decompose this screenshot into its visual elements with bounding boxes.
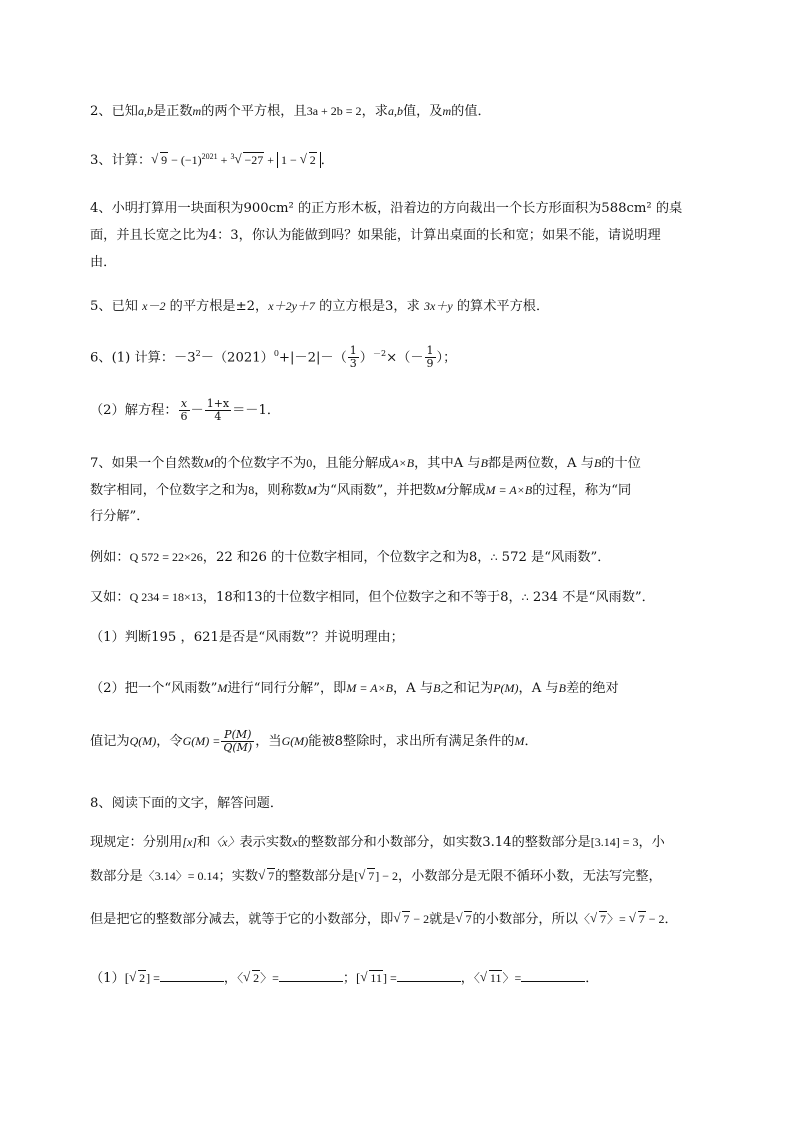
q8-text: ，小 (638, 835, 665, 850)
q8-expr: − 2 (645, 912, 665, 926)
fraction-one-third (348, 345, 359, 370)
exponent: 2021 (201, 152, 218, 161)
radicand: 7 (599, 912, 606, 926)
q5-expr: 3x＋y (424, 299, 453, 313)
q7-text: 数字相同，个位数字之和为 (90, 483, 249, 498)
q8-text: ， (460, 971, 474, 986)
question-5 (90, 296, 734, 317)
radicand: 7 (268, 869, 275, 883)
bracket: 〉= (606, 912, 629, 926)
q3-term: − (−1) (168, 153, 202, 167)
q7-text: 为“风雨数”，并把数 (317, 483, 436, 498)
q7-text: 的过程，称为“同 (532, 483, 632, 498)
numerator: x (179, 398, 190, 411)
q7-text: 值记为 (90, 734, 130, 749)
bracket: 〈 (577, 912, 590, 926)
q7-text: 234 不是“风雨数”． (528, 590, 655, 605)
question-8-sub-1 (90, 968, 734, 989)
q2-m: m (192, 104, 202, 118)
question-6-part-2 (90, 397, 734, 425)
sqrt-7 (455, 909, 472, 929)
therefore-symbol: ∴ (521, 591, 529, 604)
q8-text: 就是 (429, 912, 456, 927)
bracket: [ (356, 970, 361, 985)
q8-text: 的整数部分和小数部分，如实数3.14的整数部分是 (297, 835, 591, 850)
q7-text: 例如： (90, 550, 130, 565)
abs-term: 1 − (281, 153, 300, 167)
q2-text: 值，及 (402, 104, 443, 119)
bracket: [ (124, 970, 130, 985)
question-7-example-1 (90, 547, 734, 568)
q2-text: ，求 (361, 104, 388, 119)
q3-expression (151, 153, 321, 167)
q8-var: x (292, 835, 298, 849)
q7-var: M (217, 681, 228, 695)
q2-ab: a,b (137, 104, 153, 118)
answer-blank[interactable] (397, 968, 461, 982)
q6-text: ）； (436, 350, 457, 366)
radicand: 2 (139, 971, 146, 985)
q7-var: B (433, 681, 441, 695)
denominator: 4 (214, 410, 222, 423)
q7-expr: Q 234 = 18×13 (129, 590, 203, 604)
denominator: 3 (349, 357, 357, 371)
q7-text: 进行“同行分解”，即 (227, 681, 347, 696)
q5-text: 的算术平方根． (452, 299, 550, 314)
question-2 (90, 101, 734, 122)
q7-text: ． (524, 734, 538, 749)
q8-expr: [x] (182, 835, 197, 849)
q8-text: 数部分是 (90, 869, 143, 884)
question-7-sub-2-cont (90, 726, 734, 757)
q7-var: G(M) = (182, 734, 221, 748)
exponent: 0 (273, 349, 279, 358)
radicand: 2 (309, 153, 316, 167)
q6-text: －（2021） (200, 350, 274, 366)
question-6-part-1 (90, 340, 734, 372)
numerator: 1+x (206, 397, 230, 410)
q8-text: 和 (196, 835, 211, 850)
question-7-sub-1: （1）判断195 ，621是否是“风雨数”？并说明理由； (90, 630, 404, 645)
q3-term: + (217, 153, 231, 167)
q3-end: ． (320, 153, 334, 168)
sqrt-7 (393, 909, 410, 929)
fraction-one-ninth (425, 345, 436, 370)
q7-var: B (558, 681, 566, 695)
answer-blank[interactable] (521, 968, 585, 982)
q7-text: 之和记为 (440, 681, 494, 696)
bracket: [ (354, 869, 359, 883)
q7-num: 8 (248, 483, 255, 497)
q6-text: ×（－ (386, 350, 424, 366)
fraction-1plusx-over-4 (205, 398, 231, 423)
q7-var: A×B (391, 456, 415, 470)
q6-text: ） (359, 350, 373, 366)
sqrt-9 (151, 150, 168, 170)
question-7-line-3: 行分解”． (90, 509, 150, 524)
cube-root (234, 150, 264, 170)
q5-text: 的立方根是3，求 (314, 299, 424, 314)
q5-expr: x＋2y＋7 (268, 299, 315, 313)
q8-text: ； (342, 971, 357, 986)
question-3 (90, 147, 734, 171)
q7-text: ，22 和26 的十位数字相同，个位数字之和为8， (202, 550, 491, 565)
q8-text: ． (585, 971, 599, 986)
q8-text: ． (664, 912, 678, 927)
radicand: 11 (370, 971, 382, 985)
q8-text: ；实数 (218, 869, 259, 884)
sqrt-7 (258, 866, 275, 886)
q7-var: P(M) (493, 681, 519, 695)
q7-text: 能被8整除时，求出所有满足条件的 (308, 734, 515, 749)
root-index: 3 (230, 152, 235, 161)
therefore-symbol: ∴ (490, 551, 498, 564)
q7-text: 都是两位数，A 与 (487, 456, 594, 471)
q7-var: M (307, 483, 317, 497)
q7-var: M (203, 456, 214, 470)
q7-var: B (480, 456, 488, 470)
radicand: −27 (244, 153, 264, 167)
q8-text: 表示实数 (239, 835, 293, 850)
q2-text: 2、已知 (90, 104, 138, 119)
bracket: ] = (146, 971, 160, 985)
bracket: 〈 (473, 971, 480, 985)
exponent: 2 (195, 349, 201, 358)
q7-text: ，令 (156, 734, 183, 749)
sqrt-2 (129, 968, 146, 988)
fraction-x-over-6 (179, 398, 190, 423)
q7-text: ，且能分解成 (312, 456, 392, 471)
question-4-line-2: 面，并且长宽之比为4：3，你认为能做到吗？如果能，计算出桌面的长和宽；如果不能，请说明理 (90, 228, 661, 243)
radicand: 7 (465, 912, 472, 926)
radicand: 7 (403, 912, 410, 926)
q8-expr: 〈3.14〉= 0.14 (142, 869, 219, 883)
q7-var: G(M) (281, 734, 309, 748)
sqrt-7 (629, 909, 646, 929)
q2-equation: 3a + 2b = 2 (306, 104, 362, 118)
q7-text: ，18和13的十位数字相同，但个位数字之和不等于8， (202, 590, 522, 605)
q7-var: M (435, 483, 446, 497)
bracket: ] = (382, 971, 397, 985)
sqrt-7 (590, 909, 607, 929)
q8-expr: 〈x〉 (210, 835, 240, 849)
q7-var: M = A×B (485, 483, 533, 497)
q6-text: － (190, 403, 204, 418)
q8-expr: ] − 2 (375, 869, 398, 883)
q8-text: ，小数部分是无限不循环小数，无法写完整， (397, 869, 662, 884)
q8-text: ， (223, 971, 238, 986)
q8-text: 但是把它的整数部分减去，就等于它的小数部分，即 (90, 912, 394, 927)
q7-var: Q(M) (129, 734, 157, 748)
bracket: 〈 (237, 971, 244, 985)
q6-text: （2）解方程： (90, 403, 178, 418)
q7-text: 又如： (90, 590, 130, 605)
radicand: 11 (489, 971, 502, 985)
numerator: 1 (349, 344, 357, 358)
q8-expr: − 2 (410, 912, 430, 926)
question-4-line-1: 4、小明打算用一块面积为900cm² 的正方形木板，沿着边的方向裁出一个长方形面积为588cm² 的桌 (90, 201, 683, 216)
sqrt-2 (300, 152, 317, 168)
question-7-line-2 (90, 480, 734, 501)
question-7-line-1 (90, 453, 734, 474)
denominator: Q(M) (223, 741, 253, 754)
bracket: 〉= (260, 971, 279, 985)
q7-var: M = A×B (346, 681, 393, 695)
denominator: 6 (180, 410, 188, 423)
q8-text: 的整数部分是 (275, 869, 355, 884)
question-8-line-2 (90, 866, 734, 887)
q5-text: 的平方根是±2， (165, 299, 269, 314)
q8-expr: [3.14] = 3 (590, 835, 639, 849)
radicand: 7 (368, 869, 375, 883)
sqrt-11 (480, 968, 503, 988)
q7-text: ，其中A 与 (414, 456, 481, 471)
numerator: 1 (426, 344, 434, 358)
q7-text: 572 是“风雨数”． (497, 550, 611, 565)
q7-text: ，则称数 (254, 483, 307, 498)
q6-text: ＝－1． (232, 403, 281, 418)
q7-text: 差的绝对 (565, 681, 619, 696)
q8-text: 的小数部分，所以 (472, 912, 578, 927)
radicand: 7 (638, 912, 645, 926)
absolute-value (277, 152, 321, 168)
radicand: 9 (161, 153, 168, 167)
q5-text: 5、已知 (90, 299, 143, 314)
question-7-example-2 (90, 587, 734, 608)
question-7-sub-2 (90, 678, 734, 699)
q7-expr: Q 572 = 22×26 (129, 550, 203, 564)
q7-text: （2）把一个“风雨数” (90, 681, 218, 696)
q2-text: 的两个平方根，且 (201, 104, 307, 119)
q2-m: m (442, 104, 452, 118)
q7-text: 的个位数字不为 (213, 456, 307, 471)
sqrt-7 (358, 866, 375, 886)
exponent: －2 (372, 349, 387, 358)
q7-text: ，当 (255, 734, 282, 749)
q7-text: 的十位 (601, 456, 641, 471)
question-8-line-3 (90, 909, 734, 930)
q8-text: 现规定：分别用 (90, 835, 183, 850)
bracket: 〉= (502, 971, 522, 985)
numerator: P(M) (221, 729, 254, 742)
q7-text: ，A 与 (393, 681, 434, 696)
question-4-line-3: 由． (90, 255, 117, 270)
q2-text: 是正数 (152, 104, 193, 119)
q7-text: 7、如果一个自然数 (90, 456, 204, 471)
sqrt-2 (243, 968, 260, 988)
q6-text: +|－2|－（ (278, 350, 347, 366)
q7-num: 0 (306, 456, 313, 470)
answer-blank[interactable] (279, 968, 343, 982)
q2-ab: a,b (387, 104, 403, 118)
q7-text: 分解成 (445, 483, 486, 498)
q3-label: 3、计算： (90, 153, 152, 168)
fraction-p-over-q (221, 729, 254, 754)
q2-text: 的值． (451, 104, 491, 119)
q7-text: ，A 与 (518, 681, 559, 696)
q7-var: M (514, 734, 525, 748)
q3-term: + (264, 153, 278, 167)
radicand: 2 (253, 971, 260, 985)
sqrt-11 (360, 968, 383, 988)
q7-var: B (593, 456, 602, 470)
question-8-title: 8、阅读下面的文字，解答问题． (90, 796, 284, 811)
question-8-line-1 (90, 832, 734, 853)
q5-expr: x－2 (142, 299, 166, 313)
answer-blank[interactable] (160, 968, 224, 982)
denominator: 9 (426, 357, 434, 371)
q8-text: （1） (90, 971, 125, 986)
q6-text: 6、(1) 计算：－3 (90, 350, 196, 366)
